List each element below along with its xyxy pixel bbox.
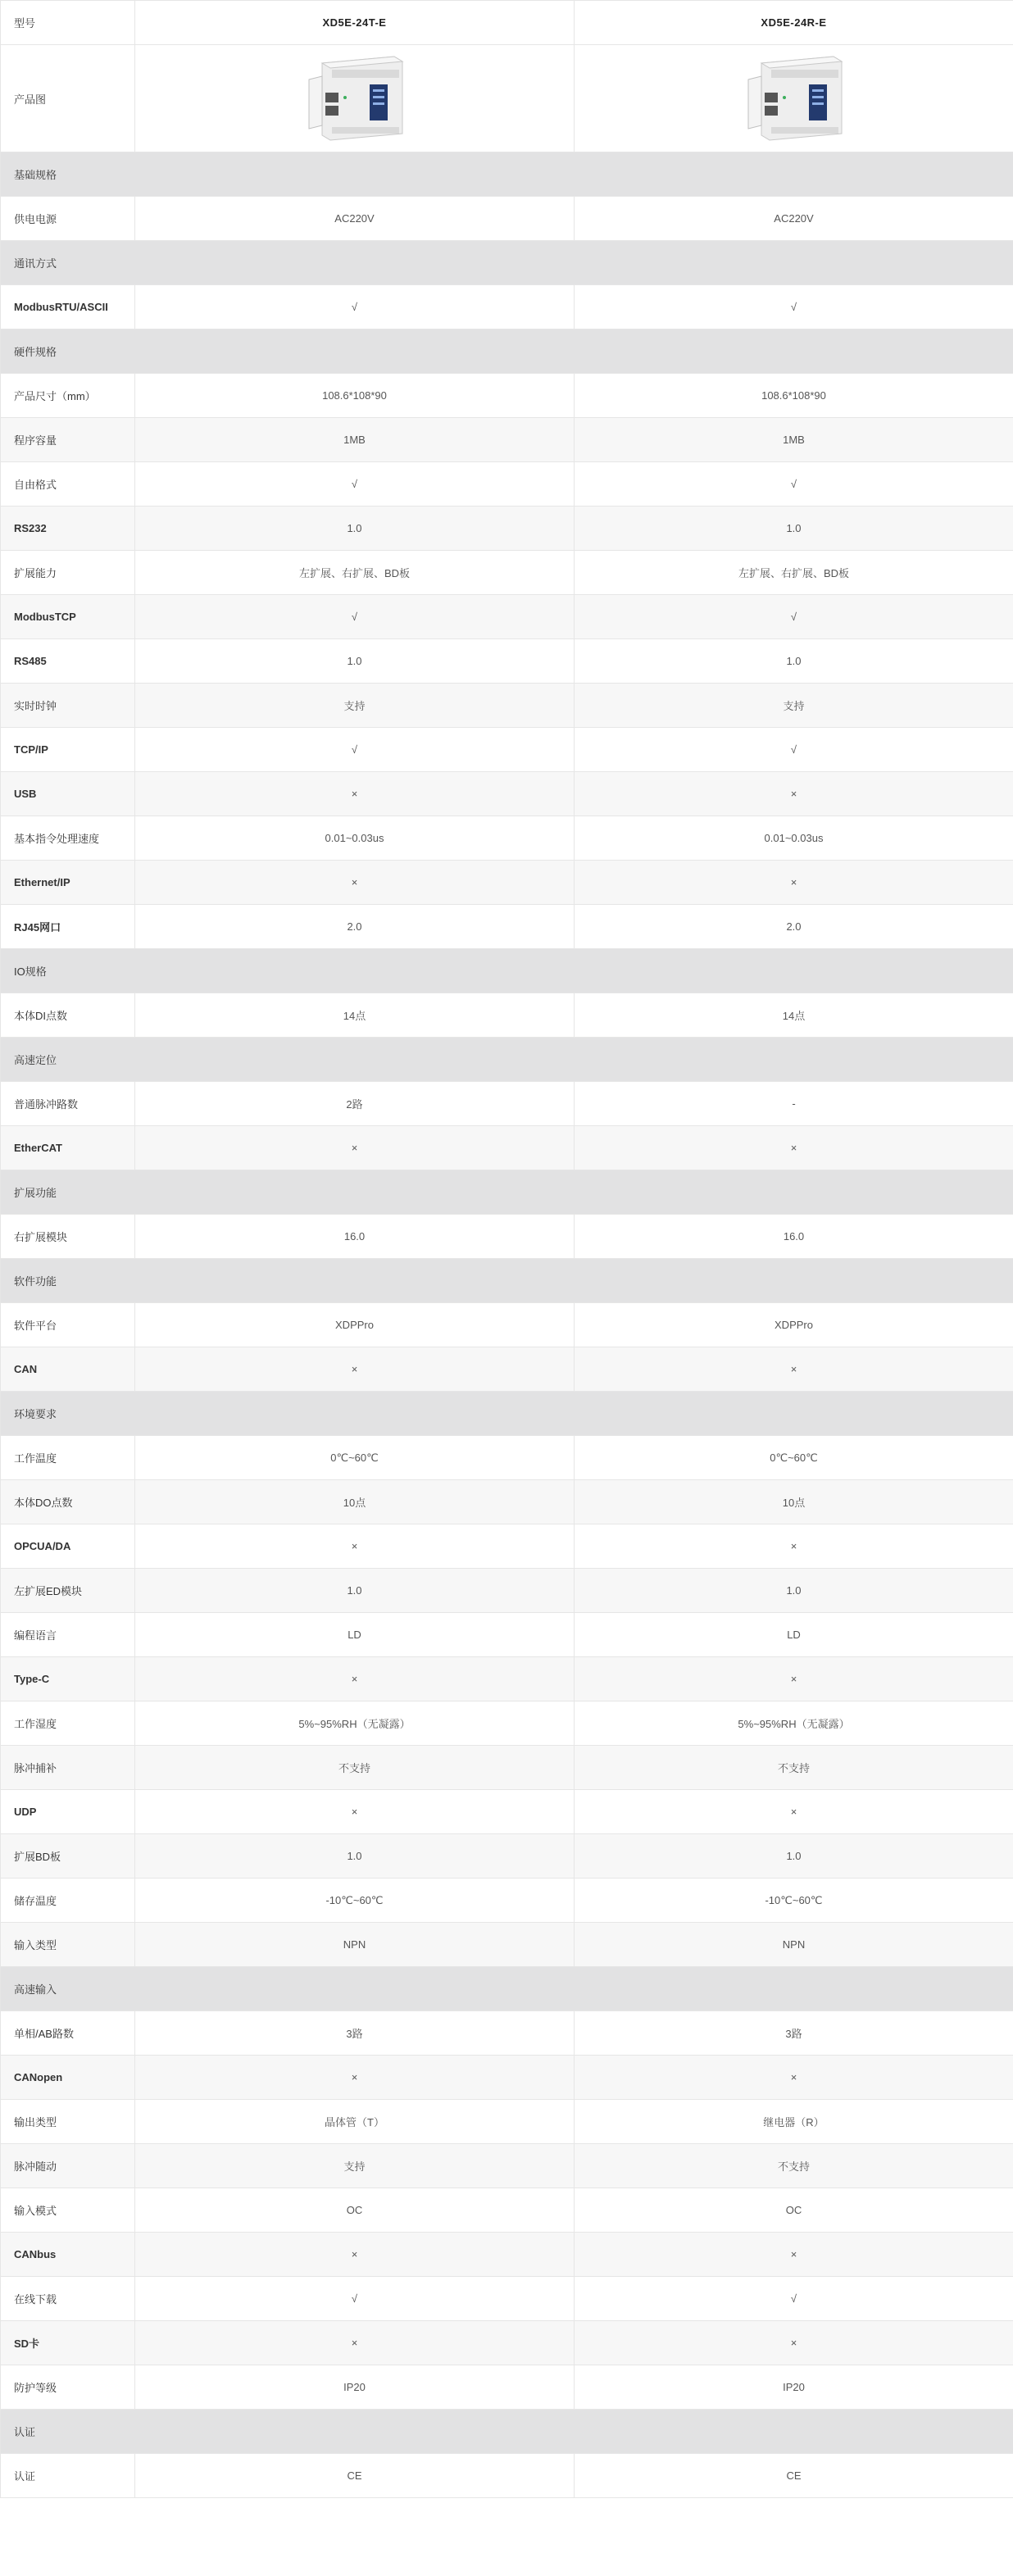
spec-row [1,462,1013,507]
spec-row [1,684,1013,728]
spec-value-model-2: CE [575,2454,1013,2498]
spec-label: USB [1,772,135,816]
spec-value-model-1: 支持 [135,684,575,728]
spec-label: 输入模式 [1,2188,135,2233]
spec-value-model-1: √ [135,595,575,639]
spec-value-model-1: × [135,2056,575,2100]
spec-value-model-1: 不支持 [135,1746,575,1790]
spec-row [1,1480,1013,1524]
spec-row [1,507,1013,551]
spec-label: 普通脉冲路数 [1,1082,135,1126]
spec-row [1,2011,1013,2056]
spec-row [1,1436,1013,1480]
spec-value-model-1: × [135,2321,575,2365]
spec-value-model-2: 0.01~0.03us [575,816,1013,861]
spec-value-model-2: √ [575,462,1013,507]
spec-value-model-1: -10℃~60℃ [135,1879,575,1923]
spec-row [1,993,1013,1038]
spec-value-model-1: 1.0 [135,1834,575,1879]
spec-value-model-2: 1.0 [575,1834,1013,1879]
spec-label: 储存温度 [1,1879,135,1923]
spec-row [1,861,1013,905]
spec-value-model-2: -10℃~60℃ [575,1879,1013,1923]
product-image-label: 产品图 [1,45,135,152]
spec-label: CANbus [1,2233,135,2277]
spec-value-model-2: 不支持 [575,2144,1013,2188]
spec-label: 供电电源 [1,197,135,241]
spec-row [1,595,1013,639]
spec-value-model-1: 2.0 [135,905,575,949]
section-title: 硬件规格 [1,329,1013,374]
spec-value-model-2: OC [575,2188,1013,2233]
spec-value-model-2: NPN [575,1923,1013,1967]
spec-value-model-2: × [575,2233,1013,2277]
spec-row [1,1834,1013,1879]
model-name-2: XD5E-24R-E [575,1,1013,45]
spec-label: 自由格式 [1,462,135,507]
section-header-row [1,329,1013,374]
section-header-row [1,1038,1013,1082]
spec-row [1,551,1013,595]
spec-row [1,639,1013,684]
spec-label: 在线下载 [1,2277,135,2321]
spec-value-model-2: 108.6*108*90 [575,374,1013,418]
spec-value-model-1: 左扩展、右扩展、BD板 [135,551,575,595]
spec-value-model-1: OC [135,2188,575,2233]
spec-row [1,2454,1013,2498]
spec-value-model-1: × [135,861,575,905]
spec-row [1,2277,1013,2321]
spec-row [1,1923,1013,1967]
spec-value-model-1: NPN [135,1923,575,1967]
spec-label: RJ45网口 [1,905,135,949]
spec-label: 编程语言 [1,1613,135,1657]
plc-product-image [737,45,852,152]
spec-row [1,772,1013,816]
section-header-row [1,1392,1013,1436]
spec-value-model-2: 5%~95%RH（无凝露） [575,1701,1013,1746]
spec-value-model-1: 1.0 [135,639,575,684]
spec-value-model-1: × [135,1790,575,1834]
spec-row [1,197,1013,241]
spec-value-model-2: × [575,1657,1013,1701]
spec-value-model-2: IP20 [575,2365,1013,2410]
spec-label: 输出类型 [1,2100,135,2144]
spec-value-model-2: 继电器（R） [575,2100,1013,2144]
spec-value-model-2: × [575,1790,1013,1834]
spec-value-model-2: × [575,1126,1013,1170]
spec-value-model-1: 1MB [135,418,575,462]
spec-row [1,2188,1013,2233]
spec-row [1,1701,1013,1746]
spec-row [1,2056,1013,2100]
spec-value-model-1: × [135,772,575,816]
spec-row [1,1347,1013,1392]
spec-row [1,2365,1013,2410]
spec-row [1,1746,1013,1790]
spec-value-model-2: 14点 [575,993,1013,1038]
spec-row [1,1613,1013,1657]
section-header-row [1,1967,1013,2011]
spec-row [1,2100,1013,2144]
spec-value-model-2: √ [575,285,1013,329]
spec-value-model-2: √ [575,2277,1013,2321]
spec-label: Type-C [1,1657,135,1701]
section-title: 通讯方式 [1,241,1013,285]
spec-row [1,374,1013,418]
spec-label: 认证 [1,2454,135,2498]
spec-label: UDP [1,1790,135,1834]
spec-row [1,1524,1013,1569]
spec-row [1,1082,1013,1126]
spec-label: 脉冲随动 [1,2144,135,2188]
spec-row [1,816,1013,861]
spec-label: 防护等级 [1,2365,135,2410]
spec-label: RS485 [1,639,135,684]
spec-row [1,1569,1013,1613]
spec-value-model-1: × [135,1657,575,1701]
spec-value-model-1: CE [135,2454,575,2498]
spec-value-model-2: 0℃~60℃ [575,1436,1013,1480]
section-title: 认证 [1,2410,1013,2454]
spec-row [1,418,1013,462]
spec-value-model-2: × [575,1524,1013,1569]
spec-value-model-1: 3路 [135,2011,575,2056]
spec-value-model-1: 支持 [135,2144,575,2188]
spec-value-model-2: 16.0 [575,1215,1013,1259]
section-header-row [1,241,1013,285]
spec-value-model-2: × [575,1347,1013,1392]
spec-row [1,2233,1013,2277]
spec-label: 产品尺寸（mm） [1,374,135,418]
spec-label: OPCUA/DA [1,1524,135,1569]
spec-value-model-2: 1.0 [575,507,1013,551]
spec-value-model-2: 不支持 [575,1746,1013,1790]
spec-label: 输入类型 [1,1923,135,1967]
section-title: 高速定位 [1,1038,1013,1082]
spec-label: EtherCAT [1,1126,135,1170]
model-name-1: XD5E-24T-E [135,1,575,45]
spec-value-model-1: √ [135,285,575,329]
spec-label: 扩展能力 [1,551,135,595]
spec-value-model-1: × [135,1126,575,1170]
spec-row [1,1303,1013,1347]
spec-value-model-2: XDPPro [575,1303,1013,1347]
section-header-row [1,1170,1013,1215]
spec-value-model-1: 16.0 [135,1215,575,1259]
spec-row [1,1126,1013,1170]
spec-table-body [1,1,1013,2498]
spec-value-model-1: AC220V [135,197,575,241]
product-image-cell-1 [135,45,575,152]
spec-row [1,1790,1013,1834]
spec-value-model-2: 支持 [575,684,1013,728]
spec-label: 程序容量 [1,418,135,462]
spec-value-model-1: 10点 [135,1480,575,1524]
spec-label: TCP/IP [1,728,135,772]
spec-label: 工作湿度 [1,1701,135,1746]
plc-product-image [298,45,412,152]
spec-value-model-2: 2.0 [575,905,1013,949]
section-header-row [1,2410,1013,2454]
spec-value-model-1: 晶体管（T） [135,2100,575,2144]
spec-row [1,728,1013,772]
spec-row [1,285,1013,329]
spec-value-model-1: √ [135,728,575,772]
spec-row [1,1215,1013,1259]
spec-row [1,2321,1013,2365]
spec-row [1,1879,1013,1923]
spec-label: CAN [1,1347,135,1392]
spec-value-model-2: - [575,1082,1013,1126]
spec-label: 工作温度 [1,1436,135,1480]
spec-value-model-2: √ [575,595,1013,639]
spec-value-model-2: 1MB [575,418,1013,462]
spec-label: 左扩展ED模块 [1,1569,135,1613]
section-header-row [1,1259,1013,1303]
spec-row [1,1657,1013,1701]
spec-value-model-1: 0℃~60℃ [135,1436,575,1480]
spec-label: 软件平台 [1,1303,135,1347]
spec-value-model-2: √ [575,728,1013,772]
spec-label: ModbusRTU/ASCII [1,285,135,329]
model-header-row [1,1,1013,45]
spec-label: 右扩展模块 [1,1215,135,1259]
spec-value-model-2: × [575,2321,1013,2365]
spec-label: 单相/AB路数 [1,2011,135,2056]
product-image-cell-2 [575,45,1013,152]
spec-label: 基本指令处理速度 [1,816,135,861]
spec-value-model-2: 3路 [575,2011,1013,2056]
spec-label: 扩展BD板 [1,1834,135,1879]
section-title: IO规格 [1,949,1013,993]
product-image-row [1,45,1013,152]
spec-value-model-1: 1.0 [135,1569,575,1613]
spec-label: Ethernet/IP [1,861,135,905]
spec-value-model-1: 14点 [135,993,575,1038]
spec-value-model-1: 1.0 [135,507,575,551]
spec-value-model-1: 5%~95%RH（无凝露） [135,1701,575,1746]
spec-value-model-1: XDPPro [135,1303,575,1347]
model-label: 型号 [1,1,135,45]
spec-value-model-2: AC220V [575,197,1013,241]
spec-label: 实时时钟 [1,684,135,728]
spec-value-model-1: 108.6*108*90 [135,374,575,418]
section-header-row [1,152,1013,197]
spec-value-model-1: IP20 [135,2365,575,2410]
spec-value-model-1: √ [135,462,575,507]
section-title: 环境要求 [1,1392,1013,1436]
section-title: 软件功能 [1,1259,1013,1303]
spec-value-model-1: 0.01~0.03us [135,816,575,861]
section-title: 高速输入 [1,1967,1013,2011]
spec-label: SD卡 [1,2321,135,2365]
spec-label: ModbusTCP [1,595,135,639]
spec-label: RS232 [1,507,135,551]
spec-value-model-2: × [575,2056,1013,2100]
spec-value-model-2: 1.0 [575,639,1013,684]
spec-row [1,2144,1013,2188]
spec-label: CANopen [1,2056,135,2100]
spec-value-model-1: × [135,1524,575,1569]
section-header-row [1,949,1013,993]
spec-label: 本体DO点数 [1,1480,135,1524]
spec-value-model-1: 2路 [135,1082,575,1126]
spec-value-model-2: 10点 [575,1480,1013,1524]
spec-label: 脉冲捕补 [1,1746,135,1790]
spec-value-model-1: √ [135,2277,575,2321]
spec-row [1,905,1013,949]
spec-value-model-2: 1.0 [575,1569,1013,1613]
spec-label: 本体DI点数 [1,993,135,1038]
spec-value-model-2: × [575,772,1013,816]
spec-value-model-2: 左扩展、右扩展、BD板 [575,551,1013,595]
spec-value-model-2: × [575,861,1013,905]
spec-value-model-1: × [135,2233,575,2277]
spec-value-model-1: LD [135,1613,575,1657]
section-title: 扩展功能 [1,1170,1013,1215]
spec-value-model-2: LD [575,1613,1013,1657]
spec-value-model-1: × [135,1347,575,1392]
section-title: 基础规格 [1,152,1013,197]
